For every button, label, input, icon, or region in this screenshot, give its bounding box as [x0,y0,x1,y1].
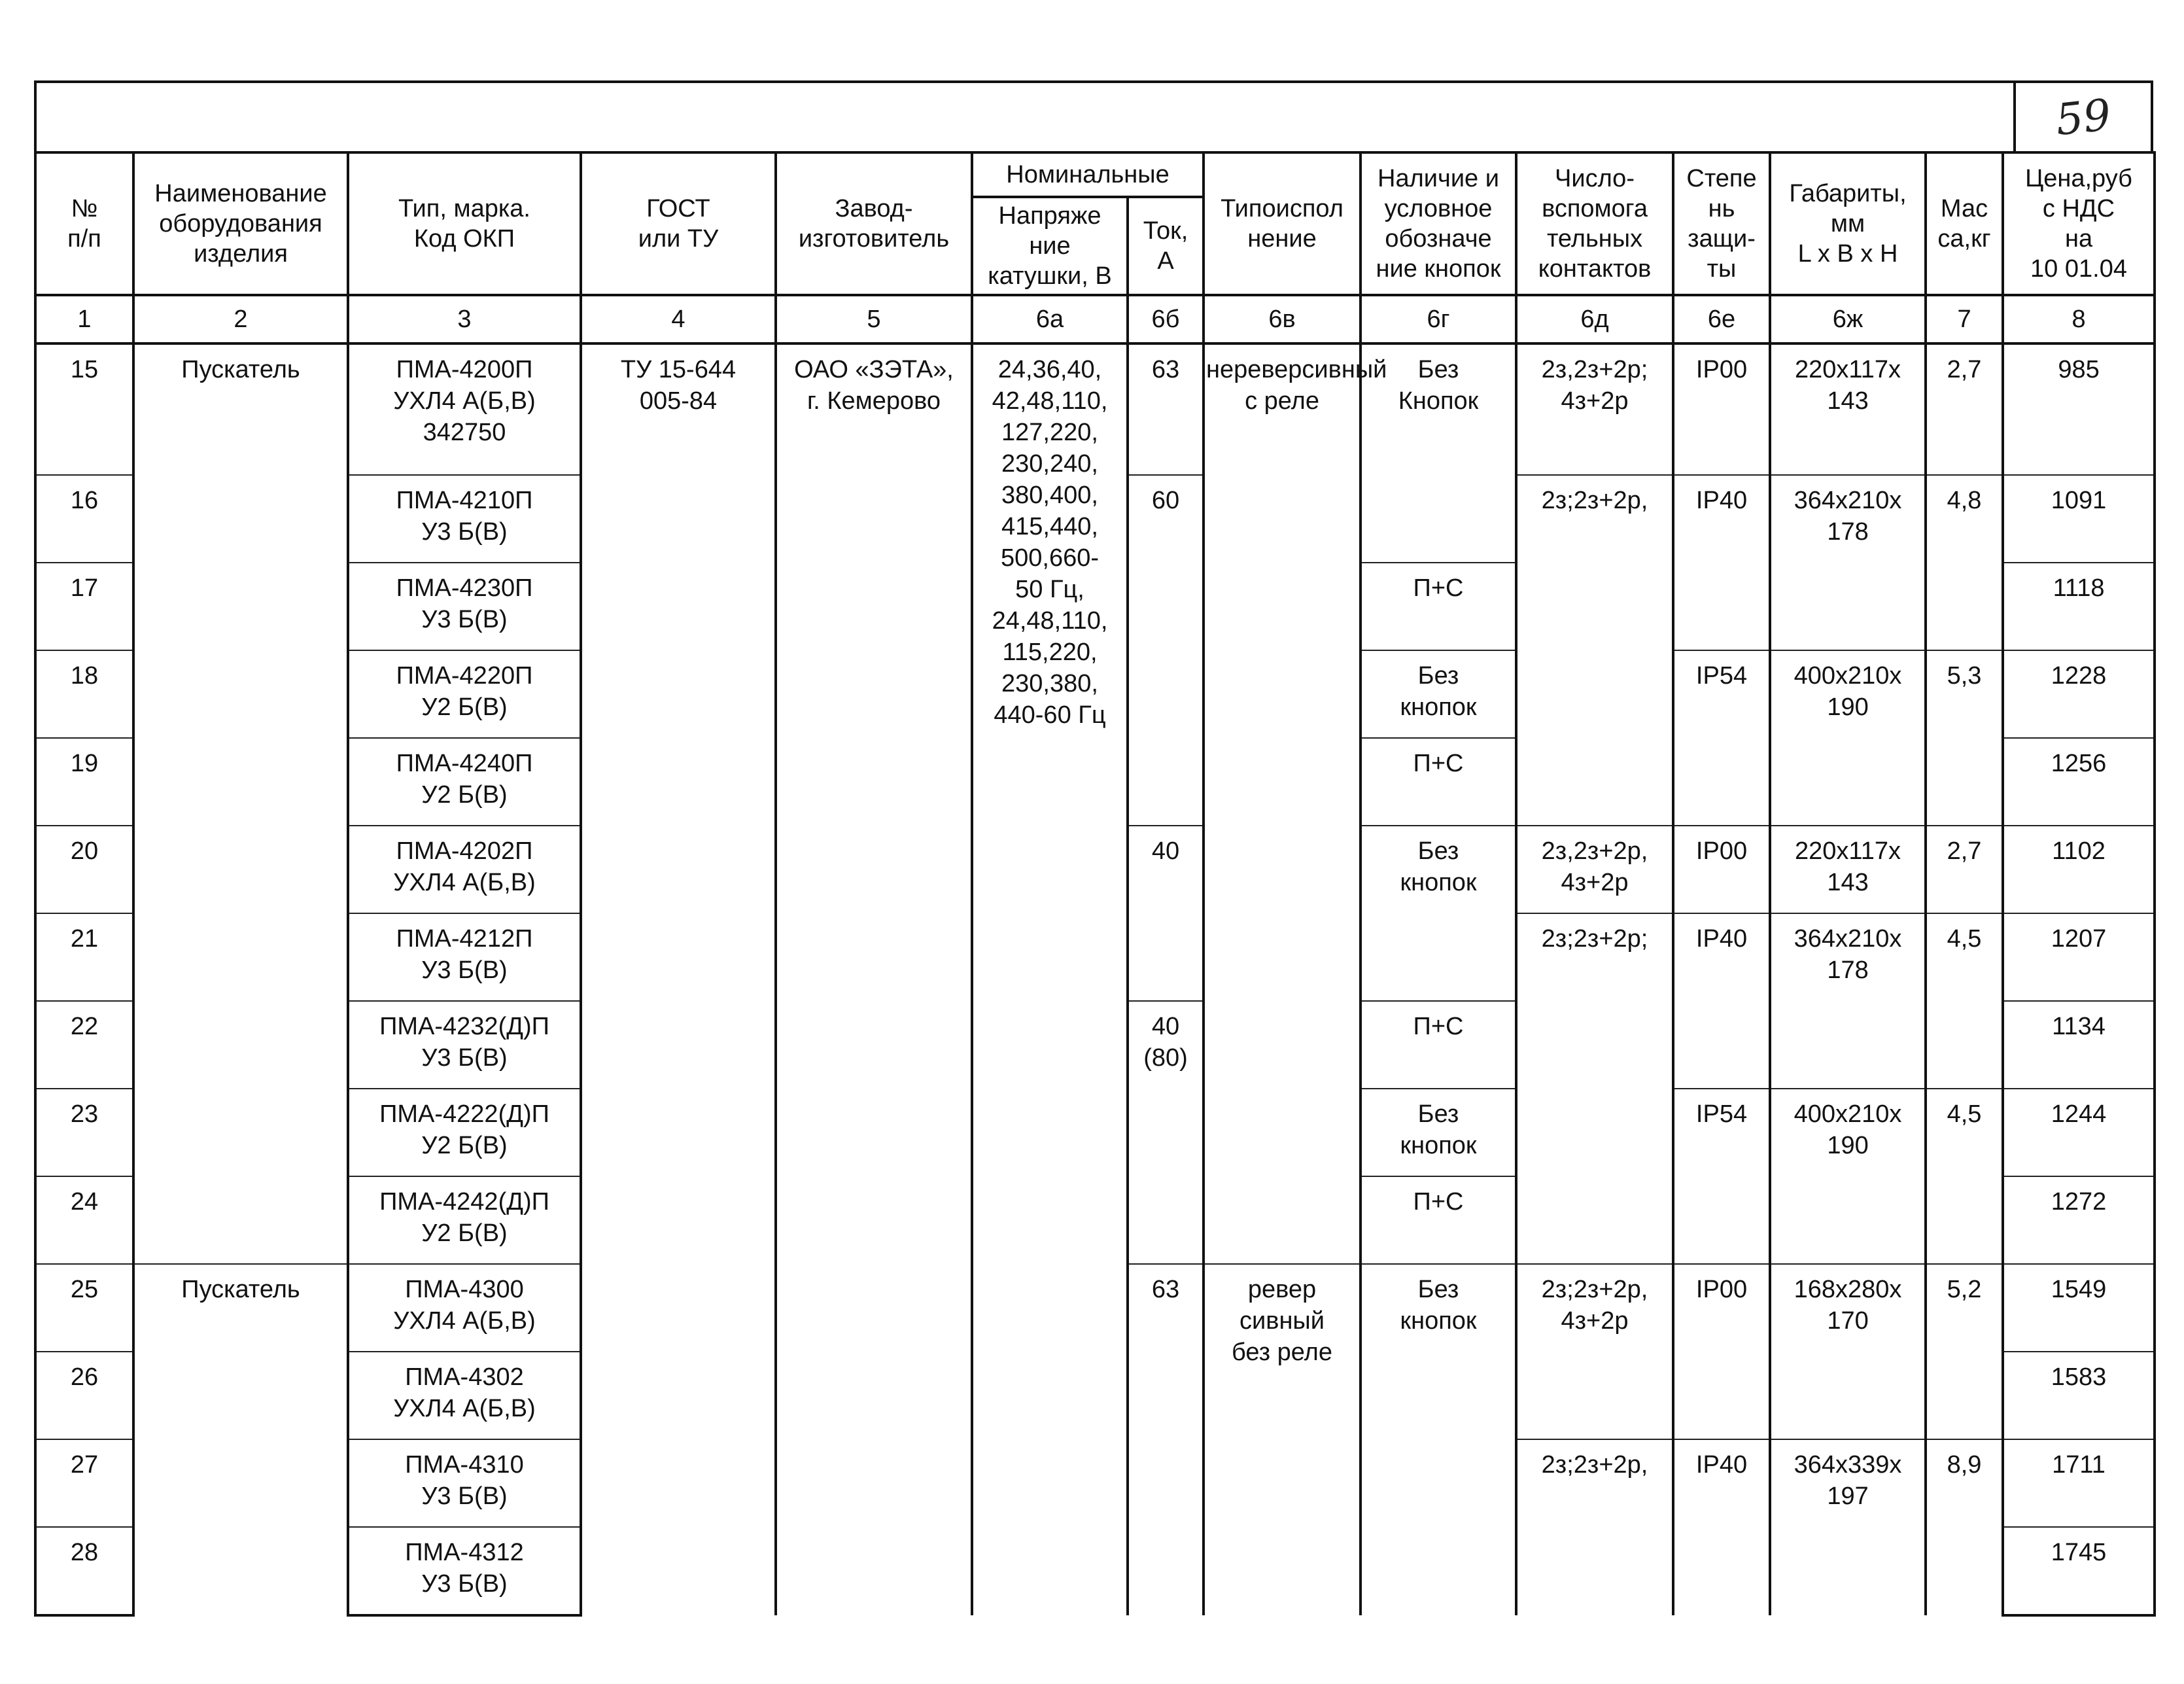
current: 40 [1128,826,1204,1001]
header-price: Цена,руб с НДС на 10 01.04 [2003,152,2155,295]
price: 1091 [2003,475,2155,563]
col-number: 6ж [1770,295,1926,343]
price: 1256 [2003,738,2155,826]
buttons: Без кнопок [1361,1089,1516,1176]
dimensions: 400х210х 190 [1770,1089,1926,1264]
design-type: нереверсивный с реле [1204,343,1361,1264]
protection: IP40 [1673,1439,1770,1615]
type-code: ПМА-4210П У3 Б(В) [348,475,581,563]
aux-contacts: 2з,2з+2р, 4з+2р [1516,826,1673,913]
buttons: Без кнопок [1361,826,1516,1001]
protection: IP00 [1673,343,1770,475]
page-number: 59 [2053,89,2113,145]
design-type: ревер сивный без реле [1204,1264,1361,1615]
header-gost: ГОСТ или ТУ [581,152,776,295]
protection: IP40 [1673,913,1770,1089]
price: 1745 [2003,1527,2155,1615]
col-number: 3 [348,295,581,343]
header-maker: Завод- изготовитель [776,152,972,295]
price: 1207 [2003,913,2155,1001]
col-number: 6б [1128,295,1204,343]
gost: ТУ 15-644 005-84 [581,343,776,1615]
row-number: 23 [35,1089,133,1176]
aux-contacts: 2з;2з+2р, [1516,475,1673,826]
dimensions: 168х280х 170 [1770,1264,1926,1439]
col-number: 1 [35,295,133,343]
aux-contacts: 2з;2з+2р; [1516,913,1673,1264]
buttons: П+С [1361,563,1516,650]
mass: 5,2 [1926,1264,2003,1439]
aux-contacts: 2з;2з+2р, 4з+2р [1516,1264,1673,1439]
price: 1102 [2003,826,2155,913]
current: 63 [1128,1264,1204,1615]
aux-contacts: 2з,2з+2р; 4з+2р [1516,343,1673,475]
equipment-name: Пускатель [133,1264,348,1615]
row-number: 27 [35,1439,133,1527]
type-code: ПМА-4240П У2 Б(В) [348,738,581,826]
row-number: 28 [35,1527,133,1615]
price: 1272 [2003,1176,2155,1264]
buttons: П+С [1361,1176,1516,1264]
price-list-sheet [34,80,2153,1617]
table-row [35,343,2155,475]
header-num: № п/п [35,152,133,295]
protection: IP40 [1673,475,1770,650]
dimensions: 364х210х 178 [1770,475,1926,650]
row-number: 17 [35,563,133,650]
aux-contacts: 2з;2з+2р, [1516,1439,1673,1615]
row-number: 21 [35,913,133,1001]
column-number-row [35,295,2155,343]
buttons: П+С [1361,1001,1516,1089]
equipment-table [34,151,2156,1617]
row-number: 25 [35,1264,133,1352]
dimensions: 364х210х 178 [1770,913,1926,1089]
page-number-box [2013,83,2151,151]
type-code: ПМА-4230П У3 Б(В) [348,563,581,650]
row-number: 15 [35,343,133,475]
top-band [34,80,2153,151]
type-code: ПМА-4302 УХЛ4 А(Б,В) [348,1352,581,1439]
price: 1134 [2003,1001,2155,1089]
type-code: ПМА-4242(Д)П У2 Б(В) [348,1176,581,1264]
equipment-name: Пускатель [133,343,348,1264]
col-number: 4 [581,295,776,343]
header-name: Наименование оборудования изделия [133,152,348,295]
price: 985 [2003,343,2155,475]
type-code: ПМА-4232(Д)П У3 Б(В) [348,1001,581,1089]
coil-voltage: 24,36,40, 42,48,110, 127,220, 230,240, 380,400, 415,440, 500,660- 50 Гц, 24,48,110, 115,220, 230,380, 440-60 Гц [972,343,1128,1615]
price: 1549 [2003,1264,2155,1352]
header-nominal: Номинальные [972,152,1204,197]
row-number: 19 [35,738,133,826]
type-code: ПМА-4300 УХЛ4 А(Б,В) [348,1264,581,1352]
row-number: 22 [35,1001,133,1089]
mass: 4,5 [1926,1089,2003,1264]
price: 1583 [2003,1352,2155,1439]
buttons: Без кнопок [1361,1264,1516,1615]
current: 63 [1128,343,1204,475]
col-number: 8 [2003,295,2155,343]
protection: IP54 [1673,650,1770,826]
mass: 5,3 [1926,650,2003,826]
header-protection: Степе нь защи- ты [1673,152,1770,295]
type-code: ПМА-4310 У3 Б(В) [348,1439,581,1527]
header-buttons: Наличие и условное обозначе ние кнопок [1361,152,1516,295]
header-mass: Мас са,кг [1926,152,2003,295]
protection: IP00 [1673,826,1770,913]
dimensions: 364х339х 197 [1770,1439,1926,1615]
col-number: 5 [776,295,972,343]
col-number: 2 [133,295,348,343]
header-dimensions: Габариты, мм L x B x H [1770,152,1926,295]
dimensions: 220х117х 143 [1770,343,1926,475]
price: 1118 [2003,563,2155,650]
price: 1228 [2003,650,2155,738]
type-code: ПМА-4222(Д)П У2 Б(В) [348,1089,581,1176]
col-number: 6г [1361,295,1516,343]
col-number: 7 [1926,295,2003,343]
header-voltage: Напряже ние катушки, В [972,197,1128,295]
protection: IP00 [1673,1264,1770,1439]
col-number: 6е [1673,295,1770,343]
col-number: 6а [972,295,1128,343]
current: 40 (80) [1128,1001,1204,1264]
row-number: 16 [35,475,133,563]
current: 60 [1128,475,1204,826]
col-number: 6в [1204,295,1361,343]
buttons: Без кнопок [1361,650,1516,738]
price: 1711 [2003,1439,2155,1527]
mass: 2,7 [1926,343,2003,475]
dimensions: 400х210х 190 [1770,650,1926,826]
buttons: П+С [1361,738,1516,826]
dimensions: 220х117х 143 [1770,826,1926,913]
row-number: 20 [35,826,133,913]
mass: 2,7 [1926,826,2003,913]
type-code: ПМА-4220П У2 Б(В) [348,650,581,738]
type-code: ПМА-4212П У3 Б(В) [348,913,581,1001]
mass: 4,5 [1926,913,2003,1089]
type-code: ПМА-4312 У3 Б(В) [348,1527,581,1615]
type-code: ПМА-4200П УХЛ4 А(Б,В) 342750 [348,343,581,475]
buttons: Без Кнопок [1361,343,1516,563]
price: 1244 [2003,1089,2155,1176]
header-type: Тип, марка. Код ОКП [348,152,581,295]
protection: IP54 [1673,1089,1770,1264]
type-code: ПМА-4202П УХЛ4 А(Б,В) [348,826,581,913]
row-number: 24 [35,1176,133,1264]
mass: 8,9 [1926,1439,2003,1615]
col-number: 6д [1516,295,1673,343]
header-current: Ток, А [1128,197,1204,295]
mass: 4,8 [1926,475,2003,650]
manufacturer: ОАО «ЗЭТА», г. Кемерово [776,343,972,1615]
header-design: Типоиспол нение [1204,152,1361,295]
header-aux-contacts: Число- вспомога тельных контактов [1516,152,1673,295]
row-number: 26 [35,1352,133,1439]
row-number: 18 [35,650,133,738]
